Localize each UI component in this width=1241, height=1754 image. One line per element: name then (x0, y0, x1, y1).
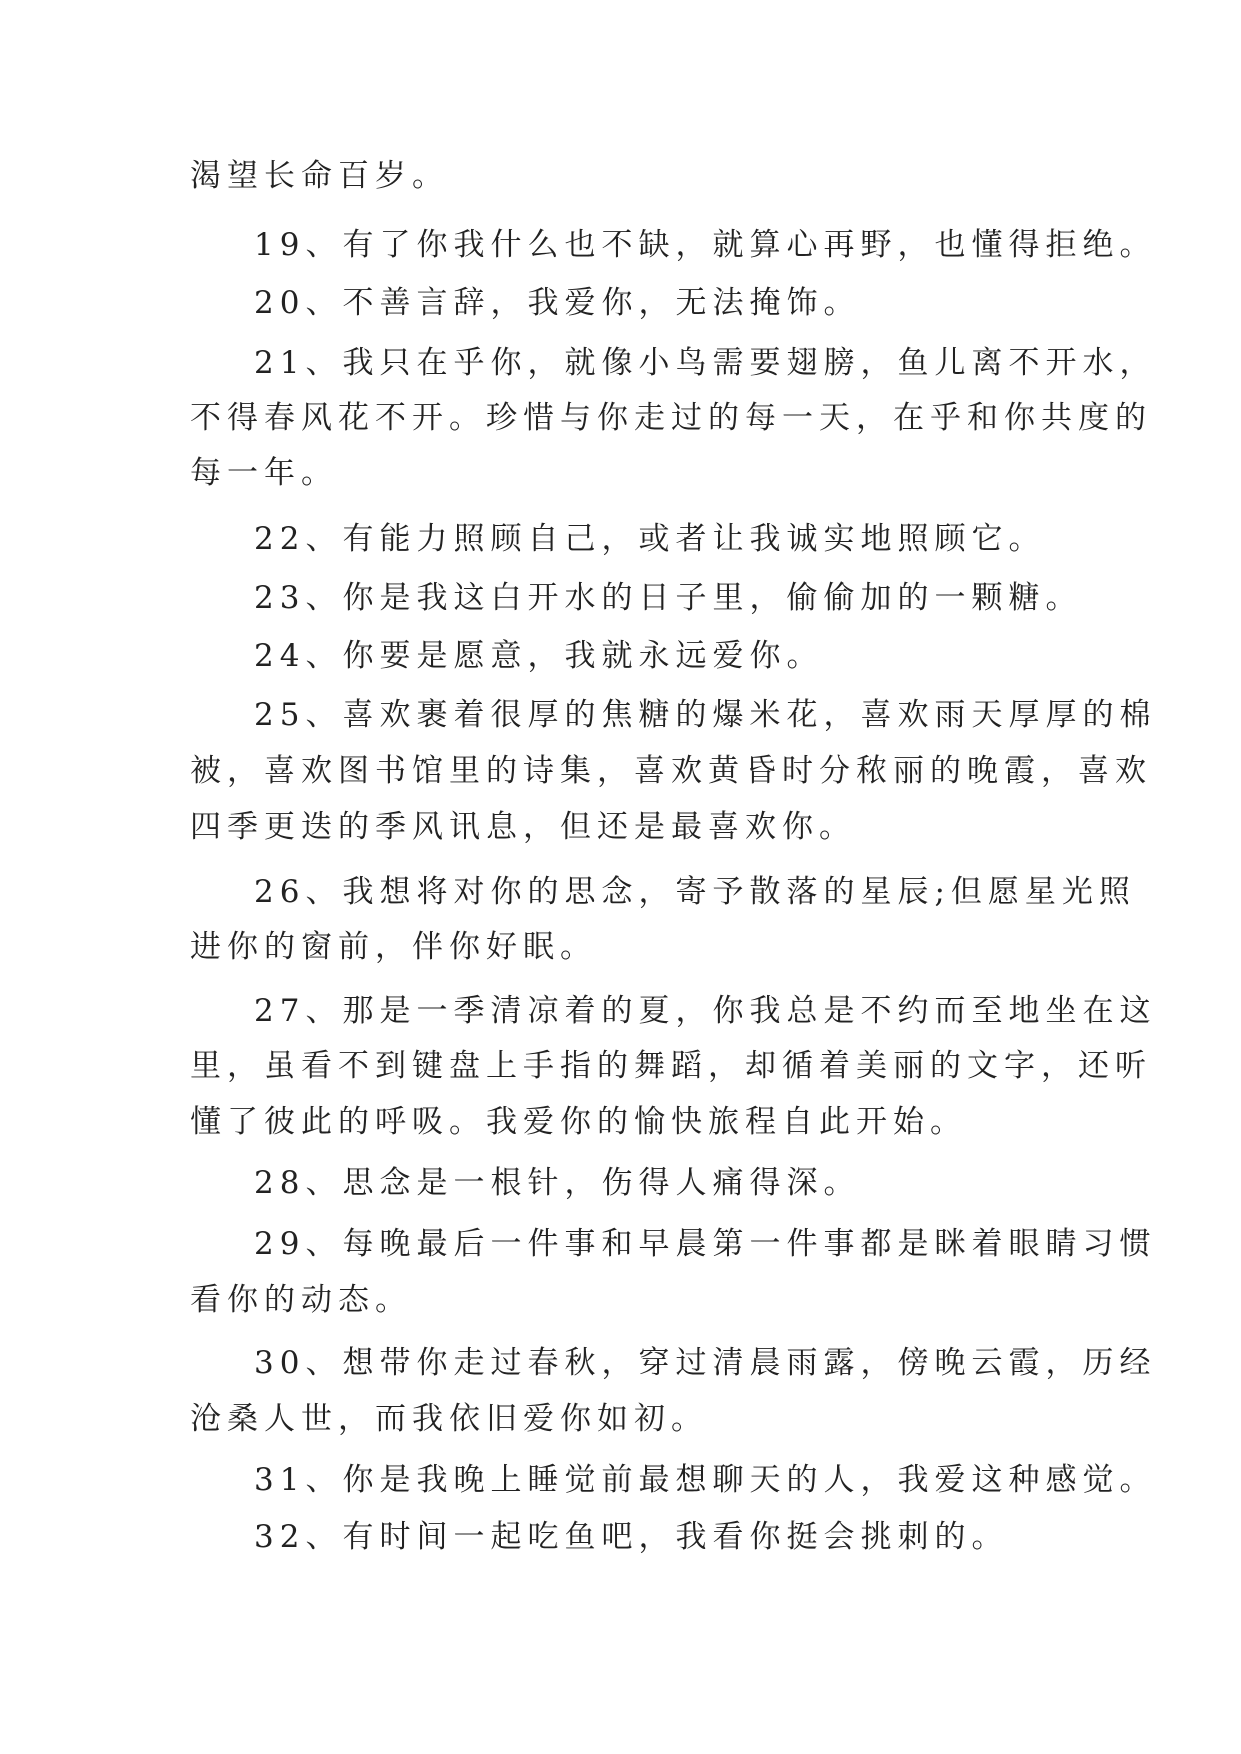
text-line: 20、不善言辞，我爱你，无法掩饰。 (254, 285, 861, 321)
text-line: 渴望长命百岁。 (190, 158, 449, 194)
text-line: 27、那是一季清凉着的夏，你我总是不约而至地坐在这 (254, 993, 1157, 1029)
text-line: 29、每晚最后一件事和早晨第一件事都是眯着眼睛习惯 (254, 1226, 1157, 1262)
text-line: 21、我只在乎你，就像小鸟需要翅膀，鱼儿离不开水， (254, 345, 1157, 381)
text-line: 24、你要是愿意，我就永远爱你。 (254, 638, 824, 674)
text-line: 26、我想将对你的思念，寄予散落的星辰;但愿星光照 (254, 874, 1136, 910)
text-line: 19、有了你我什么也不缺，就算心再野，也懂得拒绝。 (254, 227, 1157, 263)
text-line: 30、想带你走过春秋，穿过清晨雨露，傍晚云霞，历经 (254, 1345, 1157, 1381)
text-line: 28、思念是一根针，伤得人痛得深。 (254, 1165, 861, 1201)
text-line: 25、喜欢裹着很厚的焦糖的爆米花，喜欢雨天厚厚的棉 (254, 697, 1157, 733)
text-line: 31、你是我晚上睡觉前最想聊天的人，我爱这种感觉。 (254, 1462, 1157, 1498)
text-line: 沧桑人世，而我依旧爱你如初。 (190, 1401, 708, 1437)
text-line: 22、有能力照顾自己，或者让我诚实地照顾它。 (254, 521, 1046, 557)
text-line: 不得春风花不开。珍惜与你走过的每一天，在乎和你共度的 (190, 400, 1152, 436)
text-line: 被，喜欢图书馆里的诗集，喜欢黄昏时分秾丽的晚霞，喜欢 (190, 753, 1152, 789)
text-line: 懂了彼此的呼吸。我爱你的愉快旅程自此开始。 (190, 1104, 967, 1140)
text-line: 四季更迭的季风讯息，但还是最喜欢你。 (190, 809, 856, 845)
text-line: 看你的动态。 (190, 1282, 412, 1318)
text-line: 进你的窗前，伴你好眠。 (190, 929, 597, 965)
text-line: 里，虽看不到键盘上手指的舞蹈，却循着美丽的文字，还听 (190, 1048, 1152, 1084)
text-line: 每一年。 (190, 455, 338, 491)
text-line: 32、有时间一起吃鱼吧，我看你挺会挑刺的。 (254, 1519, 1009, 1555)
text-line: 23、你是我这白开水的日子里，偷偷加的一颗糖。 (254, 580, 1083, 616)
